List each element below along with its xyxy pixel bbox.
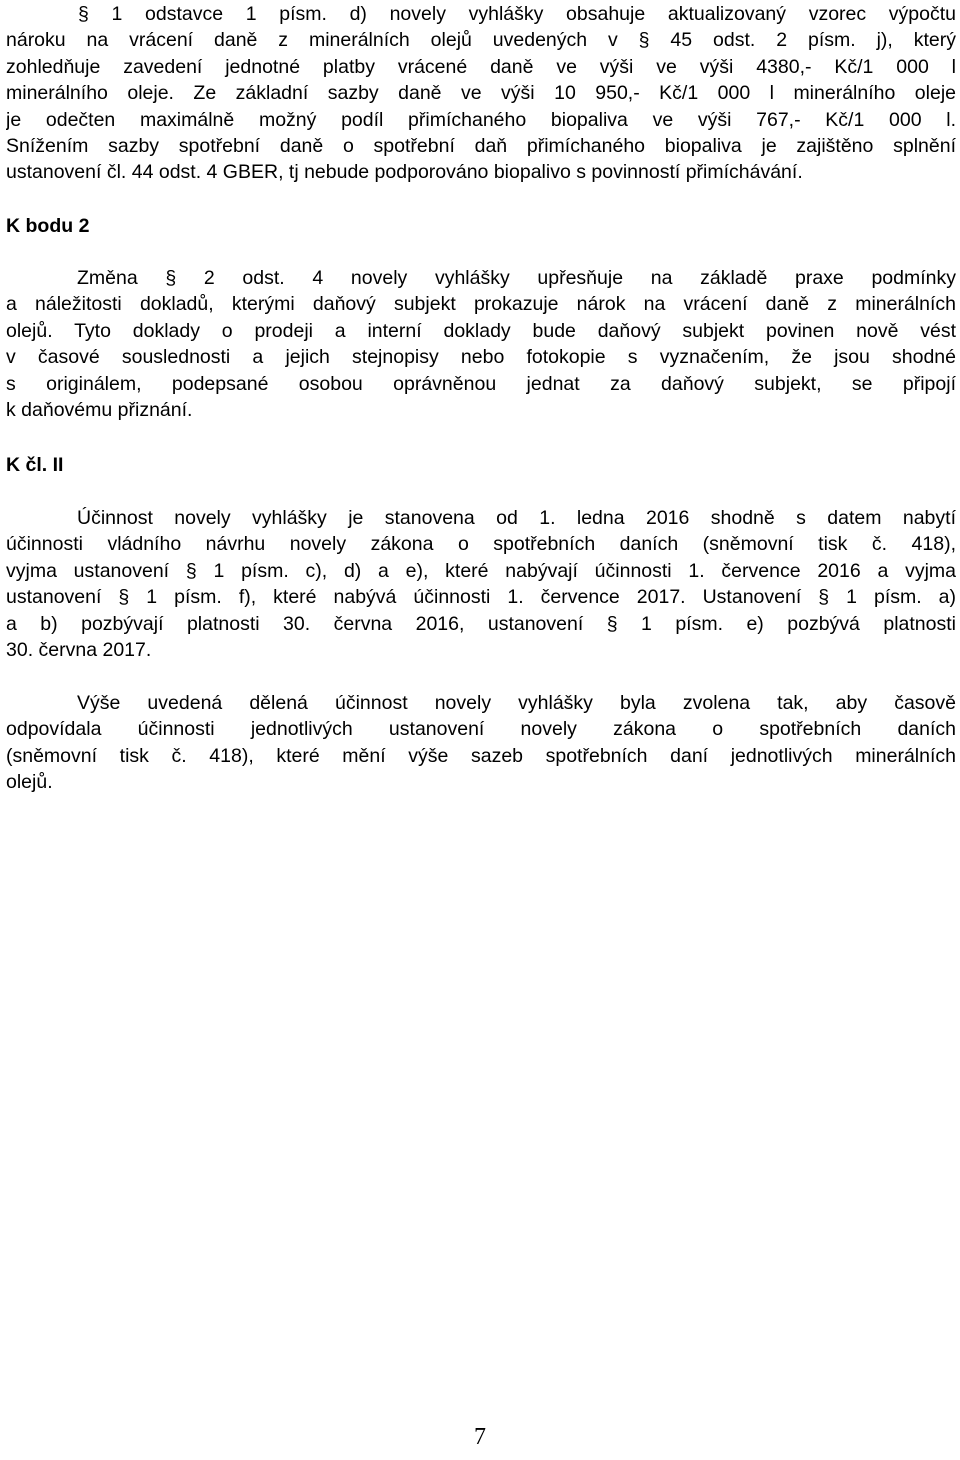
paragraph-4-line: Výše uvedená dělená účinnost novely vyhlášky byla zvolena tak, aby časově [77, 692, 956, 714]
paragraph-2 [6, 265, 956, 423]
section-heading-cl-2: K čl. II [6, 454, 64, 476]
paragraph-2-line: s originálem, podepsané osobou oprávněnou jednat za daňový subjekt, se připojí [6, 372, 956, 395]
paragraph-2-line: Změna § 2 odst. 4 novely vyhlášky upřesňuje na základě praxe podmínky [77, 267, 956, 289]
paragraph-1-line: zohledňuje zavedení jednotné platby vrácené daně ve výši ve výši 4380,- Kč/1 000 l [6, 55, 956, 78]
paragraph-3-line: vyjma ustanovení § 1 písm. c), d) a e), které nabývají účinnosti 1. července 2016 a vyjma [6, 559, 956, 582]
paragraph-3-line: účinnosti vládního návrhu novely zákona o spotřebních daních (sněmovní tisk č. 418), [6, 533, 956, 556]
paragraph-3-line: ustanovení § 1 písm. f), které nabývá účinnosti 1. července 2017. Ustanovení § 1 písm. a) [6, 586, 956, 609]
paragraph-1-line: Snížením sazby spotřební daně o spotřební daň přimíchaného biopaliva je zajištěno splnění [6, 135, 956, 158]
paragraph-1-line: je odečten maximálně možný podíl přimíchaného biopaliva ve výši 767,- Kč/1 000 l. [6, 108, 956, 131]
paragraph-4-line: odpovídala účinnosti jednotlivých ustanovení novely zákona o spotřebních daních [6, 718, 956, 741]
paragraph-2-line: olejů. Tyto doklady o prodeji a interní doklady bude daňový subjekt povinen nově vést [6, 319, 956, 342]
paragraph-4-line: (sněmovní tisk č. 418), které mění výše sazeb spotřebních daní jednotlivých minerálních [6, 744, 956, 767]
paragraph-2-line: k daňovému přiznání. [6, 399, 193, 422]
paragraph-3-line: 30. června 2017. [6, 639, 152, 662]
paragraph-1-line: ustanovení čl. 44 odst. 4 GBER, tj nebude podporováno biopalivo s povinností přimíchávání. [6, 161, 803, 184]
paragraph-3-line: a b) pozbývají platnosti 30. června 2016, ustanovení § 1 písm. e) pozbývá platnosti [6, 612, 956, 635]
paragraph-1 [6, 1, 956, 186]
section-heading-bod-2: K bodu 2 [6, 215, 90, 237]
paragraph-2-line: v časové souslednosti a jejich stejnopisy nebo fotokopie s vyznačením, že jsou shodné [6, 346, 956, 369]
paragraph-1-line: minerálního oleje. Ze základní sazby daně ve výši 10 950,- Kč/1 000 l minerálního oleje [6, 82, 956, 105]
paragraph-4-line: olejů. [6, 771, 53, 794]
page-number: 7 [474, 1424, 486, 1450]
paragraph-2-line: a náležitosti dokladů, kterými daňový subjekt prokazuje nárok na vrácení daně z minerálních [6, 293, 956, 316]
paragraph-3-line: Účinnost novely vyhlášky je stanovena od 1. ledna 2016 shodně s datem nabytí [77, 507, 956, 529]
paragraph-1-line: nároku na vrácení daně z minerálních olejů uvedených v § 45 odst. 2 písm. j), který [6, 29, 956, 52]
paragraph-4 [6, 690, 956, 796]
paragraph-3 [6, 505, 956, 663]
paragraph-1-line: § 1 odstavce 1 písm. d) novely vyhlášky obsahuje aktualizovaný vzorec výpočtu [78, 3, 956, 25]
